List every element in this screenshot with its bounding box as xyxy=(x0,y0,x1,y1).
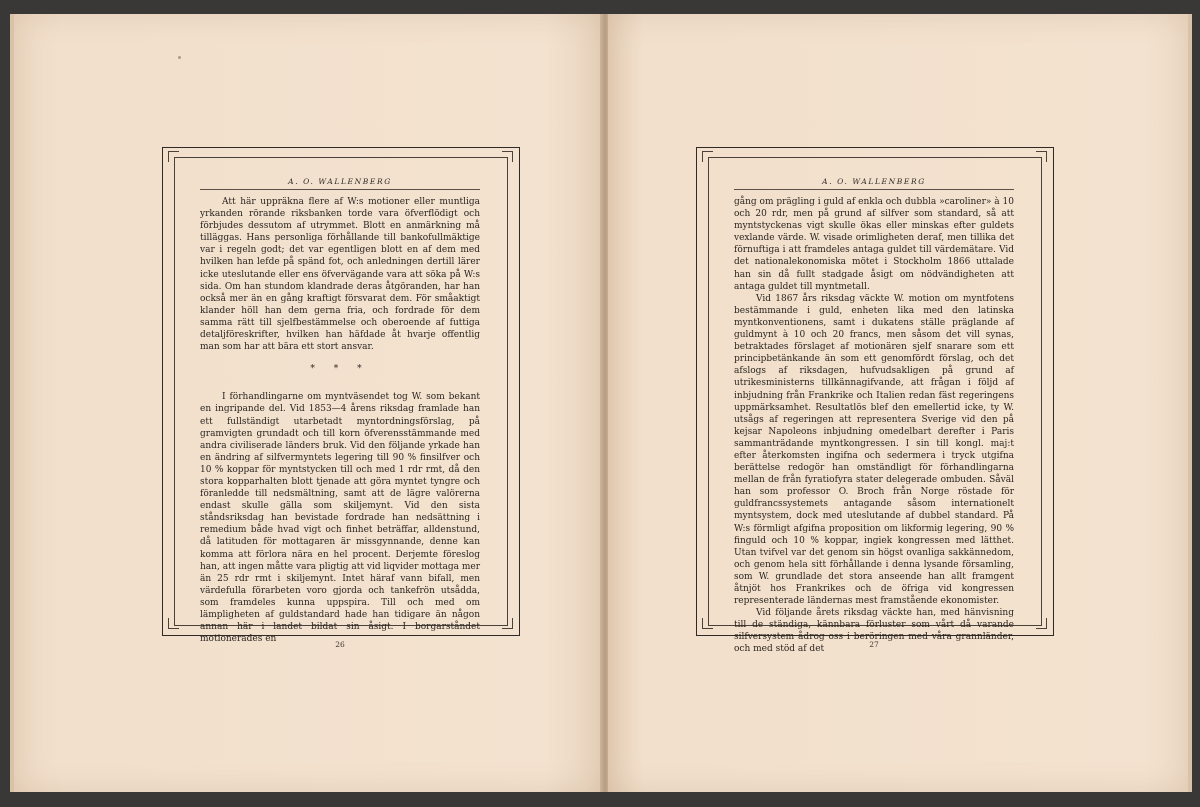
right-running-head: A. O. WALLENBERG xyxy=(822,177,926,186)
right-paragraph-1: gång om prägling i guld af enkla och dubbla »caroliner» à 10 och 20 rdr, men på grund af silfver som standard, så att myntstyckenas vigt skulle ökas eller minskas efter guldets vexlande värde. W. visade orimligheten deraf, men tillika det förnuftiga i att framdeles antaga guldet till värdemätare. Vid det nationalekonomiska mötet i Stockholm 1866 uttalade han sin då fullt stadgade åsigt om nödvändigheten att antaga guldet till myntmetall. xyxy=(734,197,1014,292)
left-corner-tl xyxy=(168,151,179,162)
paper-speck xyxy=(178,56,181,59)
left-corner-tr xyxy=(502,151,513,162)
right-corner-br xyxy=(1036,618,1047,629)
right-page-edge xyxy=(1188,14,1192,792)
right-corner-tr xyxy=(1036,151,1047,162)
left-page-edge xyxy=(10,14,14,792)
right-corner-tl xyxy=(702,151,713,162)
right-paragraph-2: Vid 1867 års riksdag väckte W. motion om myntfotens bestämmande i guld, enheten lika med den latinska myntkonventionens, samt i dukatens ställe präglande af guldmynt à 10 och 20 francs, men såsom det vill synas, betraktades förslaget af motionären sjelf snarare som ett principbetänkande än som ett genomfördt förslag, och det afslogs af riksdagen, hufvudsakligen på grund af utrikesministerns tillkännagifvande, att frågan i följd af inbjudning från Frankrike och Italien redan fäst regeringens uppmärksamhet. Resultatlös blef den emellertid icke, ty W. utsågs af regeringen att representera Sverige vid den på kejsar Napoleons inbjudning omedelbart derefter i Paris sammanträdande myntkongressen. I sin till kongl. maj:t efter återkomsten ingifna och sedermera i tryck utgifna berättelse redogör han omständligt för förhandlingarna mellan de från fyratiofyra stater delegerade ombuden. Såväl han som professor O. Broch från Norge röstade för guldfrancssystemets antagande såsom internationelt myntsystem, dock med uteslutande af dubbel standard. På W:s förmligt afgifna proposition om likformig legering, 90 % finguld och 10 % koppar, ingiek kongressen med lätthet. Utan tvifvel var det genom sin högst ovanliga sakkännedom, och genom hela sitt förhållande i denna lysande församling, som W. grundlade det stora anseende han allt framgent åtnjöt hos Frankrikes och de öfriga vid kongressen representerade ländernas mest framstående ekonomister. xyxy=(734,293,1014,607)
left-text-block xyxy=(200,196,480,645)
left-running-head: A. O. WALLENBERG xyxy=(288,177,392,186)
right-page-number: 27 xyxy=(869,640,879,649)
right-paragraph-3: Vid följande årets riksdag väckte han, med hänvisning till de ständiga, kännbara förluster som vårt då varande silfversystem ådrog oss i beröringen med våra grannländer, och med stöd af det xyxy=(734,608,1014,655)
left-paragraph-1: Att här uppräkna flere af W:s motioner eller muntliga yrkanden rörande riksbanken torde vara öfverflödigt och förbjudes dessutom af utrymmet. Blott en anmärkning må tilläggas. Hans personliga förhållande till bankofullmäktige var i regeln godt; det var egentligen blott en af dem med hvilken han lefde på spänd fot, och anledningen dertill lärer icke uteslutande eller ens öfvervägande vara att söka på W:s sida. Om han stundom klandrade deras åtgöranden, har han också mer än en gång kraftigt försvarat dem. För småaktigt klander höll han dem gerna fria, och fordrade för dem samma rätt till sjelfbestämmelse och oberoende af futtiga detaljföreskrifter, hvilken han häfdade åt hvarje offentlig man som har att bära ett stort ansvar. xyxy=(200,197,480,353)
right-text-block xyxy=(734,196,1014,656)
section-separator xyxy=(200,363,480,375)
right-head-rule xyxy=(734,189,1014,190)
left-head-rule xyxy=(200,189,480,190)
left-corner-br xyxy=(502,618,513,629)
left-corner-bl xyxy=(168,618,179,629)
right-corner-bl xyxy=(702,618,713,629)
separator-stars: * * * xyxy=(310,364,370,375)
left-page-number: 26 xyxy=(335,640,345,649)
left-paragraph-2: I förhandlingarne om myntväsendet tog W. som bekant en ingripande del. Vid 1853—4 årens riksdag framlade han ett fullständigt utarbetadt myntordningsförslag, på gramvigten grundadt och till korn öfverensstämmande med andra civiliserade länders bruk. Vid den följande yrkade han en ändring af silfvermyntets legering till 90 % finsilfver och 10 % koppar för myntstycken till och med 1 rdr rmt, då den stora kopparhalten blott tjenade att göra myntet tyngre och föranledde till nedsmältning, samt att de lägre valörerna endast skulle gälla som skiljemynt. Vid den sista ståndsriksdag han bevistade fordrade han nedsättning i remedium både hvad vigt och finhet beträffar, alldenstund, då latituden för mottagaren är missgynnande, denne kan komma att förlora nära en hel procent. Derjemte föreslog han, att ingen måtte vara pligtig att vid liqvider mottaga mer än 25 rdr rmt i skiljemynt. Intet häraf vann bifall, men värdefulla förarbeten voro gjorda och tankefrön utsådda, som framdeles kunna uppspira. Till och med om lämpligheten af guldstandard hade han tidigare än någon annan här i landet bildat sin åsigt. I borgarståndet motionerades en xyxy=(200,392,480,645)
